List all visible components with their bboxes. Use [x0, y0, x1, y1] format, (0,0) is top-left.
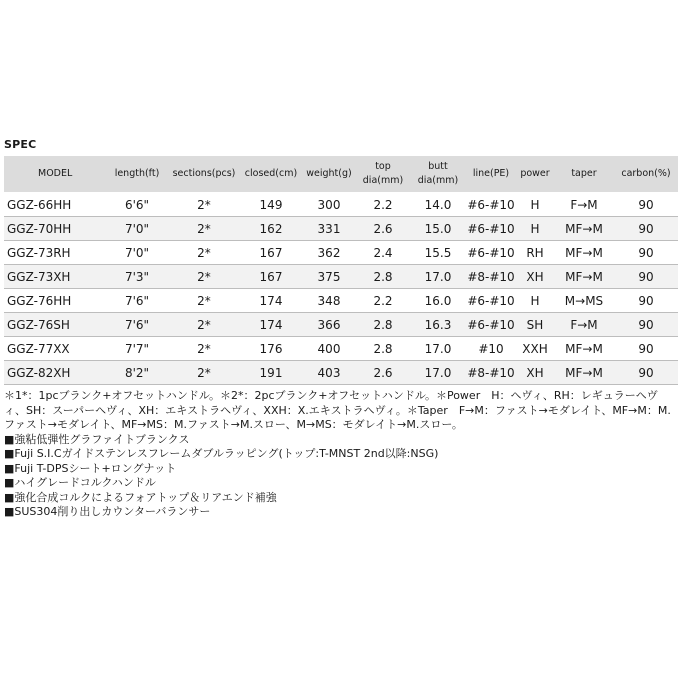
- table-row: [4, 193, 678, 217]
- feature-item: ■強化合成コルクによるフォアトップ＆リアエンド補強: [4, 490, 277, 504]
- cell-closed: 176: [240, 337, 302, 361]
- cell-weight: 331: [302, 217, 356, 241]
- cell-line: #8-#10: [466, 361, 516, 385]
- feature-item: ■SUS304削り出しカウンターバランサー: [4, 505, 211, 518]
- header-model: MODEL: [4, 156, 106, 193]
- header-closed: closed(cm): [240, 156, 302, 193]
- feature-item: ■Fuji S.I.Cガイドステンレスフレームダブルラッピング(トップ:T-MNST 2nd以降:NSG): [4, 447, 439, 460]
- table-row: [4, 265, 678, 289]
- cell-sections: 2*: [168, 337, 240, 361]
- cell-butt: 16.0: [410, 289, 466, 313]
- header-power: power: [516, 156, 554, 193]
- header-sections: sections(pcs): [168, 156, 240, 193]
- cell-closed: 167: [240, 241, 302, 265]
- table-row: [4, 337, 678, 361]
- cell-carbon: 90: [614, 265, 678, 289]
- cell-sections: 2*: [168, 313, 240, 337]
- notes: [4, 389, 672, 520]
- cell-taper: F→M: [554, 313, 614, 337]
- header-top-dia: top dia(mm): [356, 156, 410, 193]
- cell-top: 2.8: [356, 265, 410, 289]
- cell-carbon: 90: [614, 193, 678, 217]
- header-weight: weight(g): [302, 156, 356, 193]
- cell-power: H: [516, 289, 554, 313]
- cell-butt: 14.0: [410, 193, 466, 217]
- cell-closed: 149: [240, 193, 302, 217]
- cell-closed: 162: [240, 217, 302, 241]
- cell-model: GGZ-70HH: [4, 217, 106, 241]
- cell-carbon: 90: [614, 313, 678, 337]
- cell-closed: 191: [240, 361, 302, 385]
- cell-line: #6-#10: [466, 313, 516, 337]
- cell-weight: 362: [302, 241, 356, 265]
- cell-weight: 375: [302, 265, 356, 289]
- cell-butt: 17.0: [410, 361, 466, 385]
- cell-length: 7'3": [106, 265, 168, 289]
- cell-carbon: 90: [614, 217, 678, 241]
- cell-carbon: 90: [614, 361, 678, 385]
- cell-power: H: [516, 193, 554, 217]
- cell-top: 2.2: [356, 193, 410, 217]
- cell-taper: MF→M: [554, 217, 614, 241]
- feature-list: [4, 433, 672, 520]
- table-row: [4, 217, 678, 241]
- table-row: [4, 361, 678, 385]
- cell-top: 2.4: [356, 241, 410, 265]
- cell-model: GGZ-82XH: [4, 361, 106, 385]
- cell-power: H: [516, 217, 554, 241]
- header-carbon: carbon(%): [614, 156, 678, 193]
- cell-power: XH: [516, 265, 554, 289]
- cell-carbon: 90: [614, 241, 678, 265]
- cell-top: 2.8: [356, 313, 410, 337]
- cell-length: 7'7": [106, 337, 168, 361]
- table-row: [4, 289, 678, 313]
- cell-carbon: 90: [614, 337, 678, 361]
- table-row: [4, 313, 678, 337]
- header-taper: taper: [554, 156, 614, 193]
- cell-power: XXH: [516, 337, 554, 361]
- cell-weight: 348: [302, 289, 356, 313]
- cell-model: GGZ-76SH: [4, 313, 106, 337]
- cell-carbon: 90: [614, 289, 678, 313]
- cell-weight: 403: [302, 361, 356, 385]
- header-row: [4, 156, 678, 193]
- cell-butt: 17.0: [410, 337, 466, 361]
- cell-butt: 15.0: [410, 217, 466, 241]
- feature-item: ■Fuji T-DPSシート+ロングナット: [4, 461, 177, 475]
- cell-butt: 16.3: [410, 313, 466, 337]
- cell-sections: 2*: [168, 265, 240, 289]
- cell-line: #10: [466, 337, 516, 361]
- cell-taper: M→MS: [554, 289, 614, 313]
- cell-power: RH: [516, 241, 554, 265]
- cell-line: #6-#10: [466, 241, 516, 265]
- cell-line: #6-#10: [466, 193, 516, 217]
- cell-top: 2.8: [356, 337, 410, 361]
- cell-line: #6-#10: [466, 289, 516, 313]
- cell-length: 7'6": [106, 313, 168, 337]
- cell-top: 2.2: [356, 289, 410, 313]
- cell-sections: 2*: [168, 289, 240, 313]
- spec-table: [4, 156, 678, 385]
- cell-taper: F→M: [554, 193, 614, 217]
- cell-top: 2.6: [356, 217, 410, 241]
- cell-closed: 174: [240, 289, 302, 313]
- cell-length: 6'6": [106, 193, 168, 217]
- cell-sections: 2*: [168, 241, 240, 265]
- header-line: line(PE): [466, 156, 516, 193]
- header-butt-dia: butt dia(mm): [410, 156, 466, 193]
- cell-model: GGZ-66HH: [4, 193, 106, 217]
- cell-length: 7'0": [106, 241, 168, 265]
- cell-line: #8-#10: [466, 265, 516, 289]
- cell-power: SH: [516, 313, 554, 337]
- cell-power: XH: [516, 361, 554, 385]
- cell-closed: 174: [240, 313, 302, 337]
- cell-sections: 2*: [168, 193, 240, 217]
- cell-model: GGZ-77XX: [4, 337, 106, 361]
- cell-taper: MF→M: [554, 265, 614, 289]
- cell-sections: 2*: [168, 361, 240, 385]
- cell-weight: 300: [302, 193, 356, 217]
- cell-butt: 17.0: [410, 265, 466, 289]
- cell-model: GGZ-76HH: [4, 289, 106, 313]
- header-length: length(ft): [106, 156, 168, 193]
- cell-model: GGZ-73RH: [4, 241, 106, 265]
- cell-length: 8'2": [106, 361, 168, 385]
- cell-closed: 167: [240, 265, 302, 289]
- table-row: [4, 241, 678, 265]
- cell-weight: 366: [302, 313, 356, 337]
- cell-butt: 15.5: [410, 241, 466, 265]
- spec-title: SPEC: [4, 138, 37, 151]
- cell-sections: 2*: [168, 217, 240, 241]
- cell-taper: MF→M: [554, 337, 614, 361]
- cell-line: #6-#10: [466, 217, 516, 241]
- cell-taper: MF→M: [554, 241, 614, 265]
- cell-taper: MF→M: [554, 361, 614, 385]
- feature-item: ■ハイグレードコルクハンドル: [4, 476, 156, 489]
- cell-model: GGZ-73XH: [4, 265, 106, 289]
- feature-item: ■強粘低弾性グラファイトブランクス: [4, 432, 190, 446]
- footnote: ＊1*：1pcブランク+オフセットハンドル。＊2*：2pcブランク+オフセットハンドル。＊Power H：ヘヴィ、RH：レギュラーヘヴィ、SH：スーパーヘヴィ、XH：エキストラヘヴィ、XXH：X.エキストラヘヴィ。＊Taper F→M：ファスト→モダレイト、MF→M：M.ファスト→モダレイト、MF→MS：M.ファスト→M.スロー、M→MS：モダレイト→M.スロー。: [4, 389, 671, 431]
- cell-weight: 400: [302, 337, 356, 361]
- cell-length: 7'6": [106, 289, 168, 313]
- cell-top: 2.6: [356, 361, 410, 385]
- cell-length: 7'0": [106, 217, 168, 241]
